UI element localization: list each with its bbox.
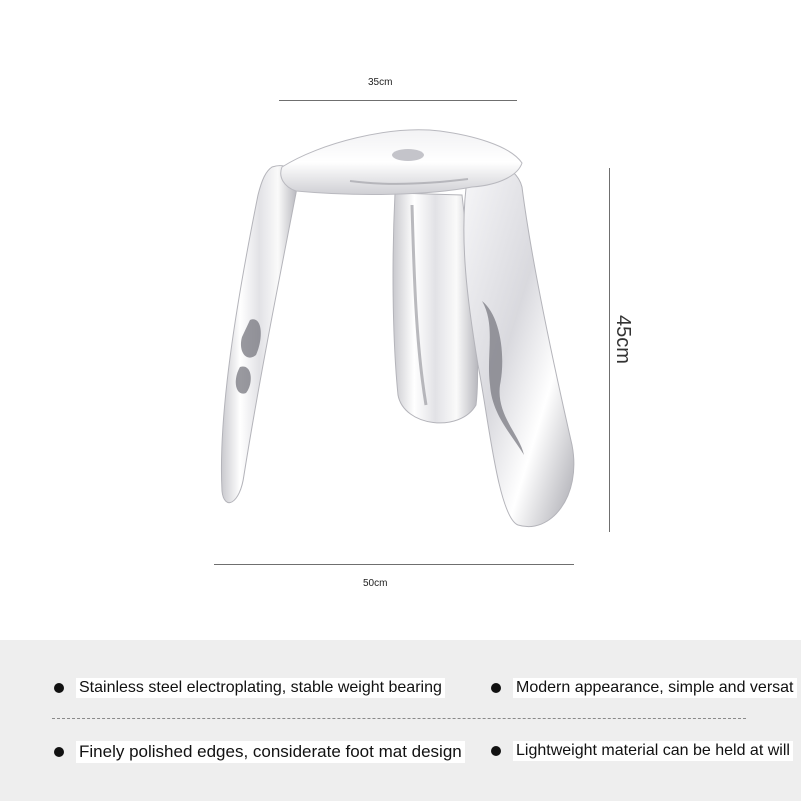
top-width-label: 35cm — [368, 77, 393, 88]
bullet-icon — [491, 746, 501, 756]
dashed-divider — [52, 718, 746, 719]
bullet-icon — [54, 747, 64, 757]
feature-text: Stainless steel electroplating, stable weight bearing — [76, 678, 445, 698]
feature-item-electroplating — [54, 678, 445, 698]
feature-text: Lightweight material can be held at will — [513, 741, 793, 761]
height-dimension-line — [609, 168, 610, 532]
bullet-icon — [491, 683, 501, 693]
feature-item-appearance — [491, 678, 801, 698]
top-width-dimension-line — [279, 100, 517, 101]
chrome-stool-image — [200, 115, 600, 535]
bullet-icon — [54, 683, 64, 693]
feature-text: Finely polished edges, considerate foot mat design — [76, 741, 465, 763]
feature-item-lightweight — [491, 741, 801, 761]
height-label: 45cm — [611, 315, 634, 364]
stool-right-leg — [464, 163, 574, 526]
feature-text: Modern appearance, simple and versat — [513, 678, 797, 698]
bottom-width-dimension-line — [214, 564, 574, 565]
feature-item-polished-edges — [54, 741, 465, 763]
features-panel — [0, 640, 801, 801]
bottom-width-label: 50cm — [363, 578, 388, 589]
